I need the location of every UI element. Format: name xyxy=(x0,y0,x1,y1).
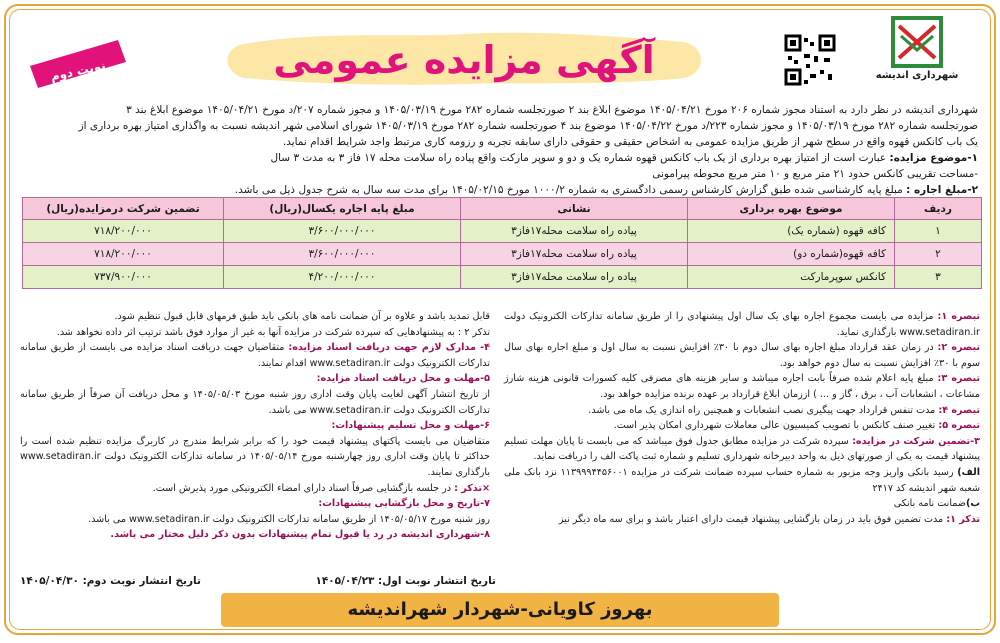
note-text: متقاضیان جهت دریافت اسناد مزایده می بایست از طریق سامانه تدارکات الکترونیک دولت www.setadiran.ir اقدام نمایند. xyxy=(20,342,490,369)
note-item xyxy=(504,434,980,465)
table-cell: پیاده راه سلامت محله۱۷فاز۳ xyxy=(461,243,688,266)
note-item xyxy=(504,309,980,340)
note-item xyxy=(504,512,980,528)
note-item xyxy=(20,527,490,543)
note-heading: تبصره ۲: xyxy=(937,342,980,354)
org-name: شهرداری اندیشه xyxy=(875,70,959,81)
note-item xyxy=(20,434,490,481)
table-cell: کافه قهوه(شماره دو) xyxy=(688,243,895,266)
note-heading: تبصره ۵: xyxy=(938,420,980,432)
table-header-cell: تضمین شرکت درمزایده(ریال) xyxy=(23,198,224,220)
table-header-row xyxy=(23,198,982,220)
table-cell: ۳/۶۰۰/۰۰۰/۰۰۰ xyxy=(224,220,461,243)
note-item xyxy=(504,403,980,419)
table-cell: ۷۳۷/۹۰۰/۰۰۰ xyxy=(23,266,224,289)
note-item xyxy=(504,371,980,402)
rent-label: ۲-مبلغ اجاره : xyxy=(906,184,978,196)
note-item xyxy=(504,465,980,496)
note-text: قابل تمدید باشد و علاوه بر آن ضمانت نامه های بانکی باید طبق فرمهای قابل قبول تنظیم شود. xyxy=(114,311,490,322)
table-cell: ۱ xyxy=(895,220,982,243)
note-text: در زمان عقد قرارداد مبلغ اجاره بهای سال دوم با ۳۰٪ افزایش نسبت به سال اول و مبلغ اجاره بهای سال سوم با ۳۰٪ افزایش نسبت به سال دوم خواهد بود. xyxy=(504,342,980,369)
items-table xyxy=(22,197,982,289)
note-text: تذکر ۲ : به پیشنهادهایی که سپرده شرکت در مزایده آنها به غیر از موارد فوق باشد ترتیب اثر داده نخواهد شد. xyxy=(56,326,490,338)
rent-text: مبلغ پایه کارشناسی شده طبق گزارش کارشناس رسمی دادگستری به شماره ۱۰۰۰/۲ مورخ ۱۴۰۵/۰۲/۱۵ برای مدت سه سال به شرح جدول ذیل می باشد. xyxy=(234,184,903,196)
note-text: از تاریخ انتشار آگهی لغایت پایان وقت اداری روز شنبه مورخ ۱۴۰۵/۰۵/۰۳ و محل دریافت آن صرفاً از طریق سامانه تدارکات الکترونیک دولت www.setadiran.ir می باشد. xyxy=(20,388,490,416)
signature-text: بهروز کاویانی-شهردار شهراندیشه xyxy=(347,599,653,620)
note-heading: ۵-مهلت و محل دریافت اسناد مزایده: xyxy=(316,373,490,385)
note-text: متقاضیان می بایست پاکتهای پیشنهاد قیمت خود را که برابر شرایط مندرج در کاربرگ مزایده تنظیم شده است را حداکثر تا پایان وقت اداری روز چهارشنبه مورخ ۱۴۰۵/۰۵/۱۴ در سامانه تدارکات الکترونیک دولت www.setadiran.ir بارگذاری نمایند. xyxy=(20,435,490,478)
round-badge xyxy=(26,32,118,82)
note-text: مدت تضمین فوق باید در زمان بازگشایی پیشنهاد قیمت دارای اعتبار باشد و برای سه ماه دیگر نیز xyxy=(558,513,944,525)
note-item xyxy=(20,512,490,528)
note-item xyxy=(504,340,980,371)
table-header-cell: موضوع بهره برداری xyxy=(688,198,895,220)
publish-date-first: تاریخ انتشار نوبت اول: ۱۴۰۵/۰۴/۲۳ xyxy=(315,575,496,587)
note-heading: ۸-شهرداری اندیشه در رد یا قبول تمام پیشنهادات بدون ذکر دلیل مختار می باشد. xyxy=(110,529,490,541)
table-cell: ۲ xyxy=(895,243,982,266)
note-heading: ۶-مهلت و محل تسلیم پیشنهادات: xyxy=(331,420,490,432)
note-heading: تبصره ۱: xyxy=(937,311,980,322)
note-heading: تذکر ۱: xyxy=(946,513,980,525)
note-text: در جلسه بازگشایی صرفاً اسناد دارای امضاء الکترونیکی مورد پذیرش است. xyxy=(152,482,452,494)
note-item xyxy=(20,496,490,512)
municipality-logo xyxy=(862,16,972,102)
table-header-cell: مبلغ پایه اجاره یکسال(ریال) xyxy=(224,198,461,220)
table-cell: ۷۱۸/۲۰۰/۰۰۰ xyxy=(23,243,224,266)
signature-footer xyxy=(221,593,779,627)
note-item xyxy=(20,309,490,325)
note-heading: ب) xyxy=(965,498,980,510)
table-cell: پیاده راه سلامت محله۱۷فاز۳ xyxy=(461,220,688,243)
note-item xyxy=(504,418,980,434)
table-header-cell: ردیف xyxy=(895,198,982,220)
area-text: -مساحت تقریبی کانکس حدود ۲۱ متر مربع و ۱۰ متر مربع محوطه پیرامونی xyxy=(652,168,978,180)
table-cell: ۳/۶۰۰/۰۰۰/۰۰۰ xyxy=(224,243,461,266)
note-item xyxy=(20,340,490,371)
note-item xyxy=(20,371,490,387)
subject-paragraph xyxy=(22,150,978,166)
publish-date-second: تاریخ انتشار نوبت دوم: ۱۴۰۵/۰۴/۳۰ xyxy=(20,575,201,587)
advertisement-page xyxy=(4,4,996,635)
title-banner xyxy=(204,24,724,94)
emblem-icon xyxy=(891,16,943,68)
note-heading: تبصره ۴: xyxy=(938,404,980,416)
note-item xyxy=(20,387,490,418)
notes-left-column xyxy=(20,309,490,543)
note-heading: تبصره ۳: xyxy=(937,373,980,385)
note-text: مدت تنفس قرارداد جهت پیگیری نصب انشعابات و همچنین راه اندازی یک ماه می باشد. xyxy=(588,404,936,416)
qr-code-icon xyxy=(784,34,836,86)
table-cell: کافه قهوه (شماره یک) xyxy=(688,220,895,243)
table-cell: ۳ xyxy=(895,266,982,289)
note-text: روز شنبه مورخ ۱۴۰۵/۰۵/۱۷ از طریق سامانه تدارکات الکترونیک دولت www.setadiran.ir می باشد. xyxy=(88,513,490,525)
table-cell: کانکس سوپرمارکت xyxy=(688,266,895,289)
round-badge-text: نوبت دوم xyxy=(49,58,107,84)
intro-section xyxy=(22,102,978,198)
note-item xyxy=(20,481,490,497)
page-title: آگهی مزایده عمومی xyxy=(273,38,655,82)
subject-text: عبارت است از امتیاز بهره برداری از یک باب کانکس قهوه شماره یک و دو و سوپر مارکت واقع پیاده راه سلامت محله ۱۷ فاز ۳ به مدت ۳ سال xyxy=(270,152,887,164)
rent-paragraph xyxy=(22,182,978,198)
note-heading: ×تذکر : xyxy=(454,482,490,494)
intro-line: یک باب کانکس قهوه واقع در سطح شهر از طریق مزایده عمومی به اشخاص حقیقی و حقوقی دارای سابقه تجربه و رزومه کاری مرتبط واجد شرایط اقدام نماید. xyxy=(282,136,978,148)
header xyxy=(14,14,986,102)
note-text: سپرده شرکت در مزایده مطابق جدول فوق میباشد که می بایست تا پایان مهلت تسلیم پیشنهاد قیمت به یکی از صورتهای ذیل به واحد دبیرخانه شهرداری تسلیم و شماره ثبت پاکت الف را دریافت نماید. xyxy=(504,435,980,463)
table-header-cell: نشانی xyxy=(461,198,688,220)
note-heading: ۷-تاریخ و محل بازگشایی پیشنهادات: xyxy=(318,498,490,510)
note-text: مبلغ پایه اعلام شده صرفاً بابت اجاره میباشد و سایر هزینه های مصرفی کلیه کسورات قانونی هزینه شارژ مشاعات ، انشعابات آب ، برق ، گاز و ... ) اززمان ابلاغ قرارداد بر عهده برنده مزایده خواهد بود. xyxy=(504,373,980,400)
note-item xyxy=(20,325,490,341)
note-text: مزایده می بایست مجموع اجاره بهای یک سال اول پیشنهادی را از طریق سامانه تدارکات الکترونیک دولت www.setadiran.ir بارگذاری نماید. xyxy=(504,311,980,338)
table-row xyxy=(23,243,982,266)
table-row xyxy=(23,266,982,289)
intro-line: شهرداری اندیشه در نظر دارد به استناد مجوز شماره ۲۰۶ مورخ ۱۴۰۵/۰۴/۲۱ موضوع ابلاغ بند ۲ صورتجلسه شماره ۲۸۲ مورخ ۱۴۰۵/۰۳/۱۹ و مجوز شماره ۲۰۷/د مورخ ۱۴۰۵/۰۴/۲۱ موضوع ابلاغ بند ۳ xyxy=(126,104,978,116)
table-cell: ۴/۲۰۰/۰۰۰/۰۰۰ xyxy=(224,266,461,289)
table-cell: پیاده راه سلامت محله۱۷فاز۳ xyxy=(461,266,688,289)
note-item xyxy=(20,418,490,434)
table-row xyxy=(23,220,982,243)
note-text: تغییر صنف کانکس با تصویب کمیسیون عالی معاملات شهرداری امکان پذیر است. xyxy=(613,420,936,432)
intro-line: صورتجلسه شماره ۲۸۲ مورخ ۱۴۰۵/۰۳/۱۹ و مجوز شماره ۲۲۳/د مورخ ۱۴۰۵/۰۴/۲۲ موضوع بند ۴ صورتجلسه شماره ۲۸۲ مورخ ۱۴۰۵/۰۳/۱۹ شورای اسلامی شهر اندیشه نسبت به واگذاری امتیاز بهره برداری از xyxy=(78,120,978,132)
note-heading: ۴- مدارک لازم جهت دریافت اسناد مزایده: xyxy=(288,342,490,354)
note-heading: ۳-تضمین شرکت در مزایده: xyxy=(852,435,980,447)
subject-label: ۱-موضوع مزایده: xyxy=(889,152,978,164)
note-heading: الف) xyxy=(957,466,980,478)
table-cell: ۷۱۸/۲۰۰/۰۰۰ xyxy=(23,220,224,243)
note-text: ضمانت نامه بانکی xyxy=(893,498,966,510)
notes-right-column xyxy=(504,309,980,527)
note-text: رسید بانکی واریز وجه مزبور به شماره حساب سپرده ضمانت شرکت در مزایده ۱۱۳۹۹۹۴۴۵۶۰۰۱ نزد بانک ملی شعبه شهر اندیشه کد ۲۴۱۷ xyxy=(504,466,980,494)
note-item xyxy=(504,496,980,512)
publish-dates xyxy=(20,575,496,587)
